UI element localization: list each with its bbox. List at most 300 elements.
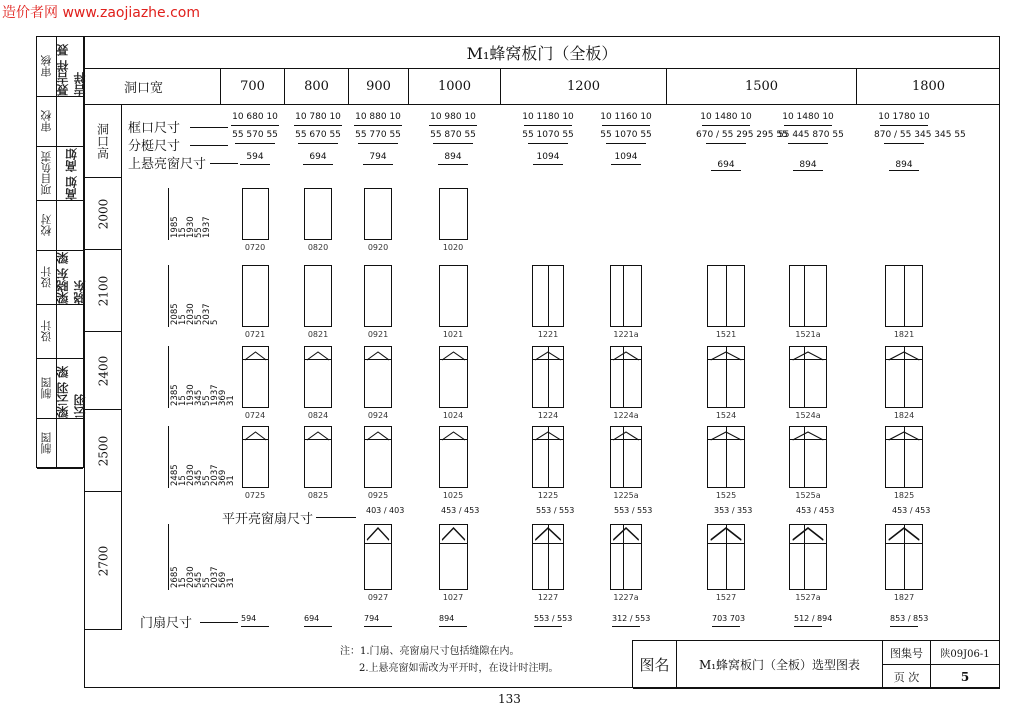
- page-number: 133: [498, 692, 521, 706]
- door-elevation: [439, 524, 468, 590]
- height-header-cell: [84, 104, 122, 178]
- door-elevation: [242, 265, 269, 327]
- signature-sidebar: [36, 36, 87, 468]
- title-block-name-label: 图名: [633, 641, 677, 689]
- sidebar-signature: [59, 201, 83, 250]
- door-code: 1527a: [795, 593, 821, 602]
- door-elevation: [364, 346, 392, 408]
- sidebar-cell: [37, 201, 83, 251]
- title-block-name: M₁蜂窝板门（全板）选型图表: [677, 641, 883, 689]
- transom-window: [790, 525, 826, 544]
- height-dim-text: 2085: [170, 303, 180, 325]
- mullion-dim-text: 55 770 55: [355, 130, 401, 140]
- sidebar-role-label: 项目负责: [40, 151, 53, 196]
- transom-dim-line: [363, 164, 393, 165]
- leaf-dim-text: 894: [439, 614, 455, 623]
- leaf-dim-text: 794: [364, 614, 380, 623]
- frame-dim-text: 10 980 10: [430, 112, 476, 122]
- door-code: 1524: [715, 411, 737, 420]
- leaf-dim-line: [439, 626, 467, 627]
- door-elevation: [242, 188, 269, 240]
- frame-dim-text: 10 780 10: [295, 112, 341, 122]
- height-label: 2400: [95, 355, 110, 386]
- casement-dim-text: 553 / 553: [614, 506, 653, 515]
- transom-window: [243, 347, 268, 360]
- door-code: 0725: [244, 491, 266, 500]
- height-dim-text: 345: [194, 469, 204, 486]
- height-label: 2500: [95, 435, 110, 466]
- door-leaf-split: [804, 266, 805, 326]
- height-dim-text: 31: [226, 475, 236, 486]
- door-code: 1524a: [795, 411, 821, 420]
- height-dim-text: 2037: [210, 566, 220, 588]
- door-elevation: [885, 265, 923, 327]
- door-elevation: [242, 346, 269, 408]
- transom-sash-label: 上悬亮窗尺寸: [128, 157, 207, 172]
- door-code: 1827: [893, 593, 915, 602]
- sidebar-signature: [59, 97, 83, 146]
- door-code: 1825: [893, 491, 915, 500]
- leaf-dim-line: [534, 626, 562, 627]
- sidebar-role-label: 制图: [40, 432, 53, 455]
- frame-dim-line: [880, 125, 928, 126]
- door-code: 0927: [367, 593, 389, 602]
- door-elevation: [885, 346, 923, 408]
- door-leaf-split: [548, 266, 549, 326]
- transom-dim-line: [438, 164, 468, 165]
- mullion-dim-text: 55 670 55: [295, 130, 341, 140]
- casement-dim-text: 553 / 553: [536, 506, 575, 515]
- frame-dim-line: [524, 125, 572, 126]
- door-leaf-split: [804, 525, 805, 589]
- height-dim-text: 2485: [170, 464, 180, 486]
- door-elevation: [304, 188, 332, 240]
- height-dim-text: 369: [218, 389, 228, 406]
- height-dim-text: 15: [178, 227, 188, 238]
- frame-dim-text: 10 1780 10: [878, 112, 930, 122]
- height-dim-text: 1930: [186, 216, 196, 238]
- door-code: 0924: [367, 411, 389, 420]
- height-dim-text: 1937: [210, 384, 220, 406]
- mullion-dim-text: 55 570 55: [232, 130, 278, 140]
- height-row-2400: [84, 332, 122, 410]
- door-leaf-split: [904, 427, 905, 487]
- door-leaf-split: [804, 427, 805, 487]
- door-elevation: [242, 426, 269, 488]
- door-code: 1024: [442, 411, 464, 420]
- leaf-dim-text: 512 / 894: [794, 614, 833, 623]
- leaf-dim-line: [794, 626, 822, 627]
- door-code: 0825: [307, 491, 329, 500]
- leaf-dim-text: 694: [304, 614, 320, 623]
- frame-size-label: 框口尺寸: [128, 121, 181, 136]
- door-leaf-split: [904, 266, 905, 326]
- leaf-dim-line: [712, 626, 740, 627]
- sidebar-role-label: 设计: [40, 320, 53, 343]
- door-leaf-split: [548, 347, 549, 407]
- width-header-1500: 1500: [666, 68, 856, 104]
- mullion-size-label: 分梃尺寸: [128, 139, 181, 154]
- transom-dim-line: [793, 170, 823, 171]
- leaf-dim-text: 553 / 553: [534, 614, 573, 623]
- door-elevation: [707, 524, 745, 590]
- door-elevation: [304, 426, 332, 488]
- door-elevation: [439, 265, 468, 327]
- height-column: [84, 104, 122, 630]
- transom-window: [305, 427, 331, 440]
- transom-dim-text: 894: [444, 152, 462, 162]
- leaf-dim-text: 703 703: [712, 614, 746, 623]
- door-code: 1521a: [795, 330, 821, 339]
- door-code: 1020: [442, 243, 464, 252]
- transom-window: [611, 347, 641, 360]
- frame-dim-text: 10 880 10: [355, 112, 401, 122]
- mullion-dim-line: [788, 143, 828, 144]
- transom-dim-text: 794: [369, 152, 387, 162]
- transom-dim-text: 1094: [614, 152, 638, 162]
- door-code: 1227: [537, 593, 559, 602]
- transom-dim-line: [533, 164, 563, 165]
- height-dim-text: 15: [178, 395, 188, 406]
- door-elevation: [304, 265, 332, 327]
- sidebar-cell: [37, 147, 83, 201]
- door-elevation: [789, 426, 827, 488]
- leaf-dim-text: 594: [241, 614, 257, 623]
- door-leaf-split: [726, 347, 727, 407]
- sidebar-signature: 聂吉祥 聂吉祥: [56, 43, 87, 96]
- door-elevation: [439, 188, 468, 240]
- transom-dim-text: 594: [246, 152, 264, 162]
- door-code: 0820: [307, 243, 329, 252]
- height-dim-text: 2685: [170, 566, 180, 588]
- mullion-dim-line: [433, 143, 473, 144]
- height-row-2500: [84, 410, 122, 492]
- door-elevation: [439, 426, 468, 488]
- door-code: 1025: [442, 491, 464, 500]
- door-code: 1027: [442, 593, 464, 602]
- door-leaf-split: [904, 525, 905, 589]
- height-row-2100: [84, 250, 122, 332]
- frame-size-leader: [190, 127, 228, 128]
- height-dim-text: 15: [178, 577, 188, 588]
- height-label: 2100: [95, 275, 110, 306]
- mullion-dim-text: 55 870 55: [430, 130, 476, 140]
- sidebar-cell: [37, 251, 87, 305]
- height-row-2000: [84, 178, 122, 250]
- height-label: 2000: [95, 198, 110, 229]
- door-code: 1221: [537, 330, 559, 339]
- mullion-dim-line: [884, 143, 924, 144]
- door-leaf-split: [804, 347, 805, 407]
- transom-dim-text: 894: [799, 160, 817, 170]
- note-1: 注：1.门扇、亮窗扇尺寸包括缝隙在内。: [340, 646, 520, 657]
- door-elevation: [707, 265, 745, 327]
- height-dim-text: 2037: [202, 303, 212, 325]
- casement-dim-text: 453 / 453: [796, 506, 835, 515]
- height-dim-text: 1985: [170, 216, 180, 238]
- height-dim-text: 55: [194, 227, 204, 238]
- height-dim-text: 5: [210, 319, 220, 325]
- transom-window: [365, 525, 391, 544]
- mullion-dim-text: 870 / 55 345 345 55: [874, 130, 966, 140]
- height-dim-text: 2030: [186, 566, 196, 588]
- height-dim-text: 545: [194, 571, 204, 588]
- sidebar-role-label: 审校: [40, 110, 53, 133]
- page-value: 5: [931, 665, 1000, 689]
- sidebar-cell: [37, 419, 83, 469]
- mullion-dim-line: [235, 143, 275, 144]
- frame-dim-line: [602, 125, 650, 126]
- door-leaf-split: [623, 266, 624, 326]
- door-code: 1224: [537, 411, 559, 420]
- leaf-dim-line: [241, 626, 269, 627]
- door-elevation: [304, 346, 332, 408]
- door-code: 1521: [715, 330, 737, 339]
- height-dim-text: 2030: [186, 303, 196, 325]
- door-leaf-split: [548, 525, 549, 589]
- door-elevation: [439, 346, 468, 408]
- mullion-dim-text: 670 / 55 295 295 55: [696, 130, 788, 140]
- frame-dim-text: 10 1480 10: [782, 112, 834, 122]
- transom-dim-line: [611, 164, 641, 165]
- watermark-text: 造价者网 www.zaojiazhe.com: [2, 5, 201, 21]
- transom-window: [243, 427, 268, 440]
- transom-dim-line: [240, 164, 270, 165]
- height-dim-text: 55: [202, 577, 212, 588]
- mullion-dim-line: [606, 143, 646, 144]
- transom-dim-line: [711, 170, 741, 171]
- sidebar-cell: [37, 359, 87, 419]
- door-elevation: [364, 188, 392, 240]
- door-elevation: [610, 346, 642, 408]
- door-leaf-split: [623, 347, 624, 407]
- casement-dim-text: 453 / 453: [892, 506, 931, 515]
- sidebar-role-label: 制图: [40, 377, 53, 400]
- frame-dim-line: [429, 125, 477, 126]
- door-leaf-split: [726, 525, 727, 589]
- transom-dim-text: 894: [895, 160, 913, 170]
- transom-window: [440, 525, 467, 544]
- transom-dim-text: 694: [717, 160, 735, 170]
- mullion-dim-line: [298, 143, 338, 144]
- door-code: 0925: [367, 491, 389, 500]
- height-dim-text: 2385: [170, 384, 180, 406]
- sidebar-role-label: 审核: [40, 55, 53, 78]
- door-elevation: [789, 346, 827, 408]
- door-leaf-split: [623, 427, 624, 487]
- door-code: 1527: [715, 593, 737, 602]
- width-header-1800: 1800: [856, 68, 1000, 104]
- mullion-dim-line: [358, 143, 398, 144]
- transom-dim-line: [303, 164, 333, 165]
- atlas-number-label: 图集号: [883, 641, 931, 665]
- sidebar-signature: [59, 419, 83, 468]
- door-code: 0920: [367, 243, 389, 252]
- leaf-dim-text: 853 / 853: [890, 614, 929, 623]
- door-code: 0721: [244, 330, 266, 339]
- height-label: 2700: [95, 545, 110, 576]
- leaf-size-leader: [200, 622, 238, 623]
- transom-sash-leader: [210, 163, 238, 164]
- transom-window: [440, 347, 467, 360]
- width-header-900: 900: [348, 68, 408, 104]
- transom-window: [440, 427, 467, 440]
- atlas-number: 陕09J06-1: [931, 641, 1000, 665]
- mullion-dim-text: 55 1070 55: [522, 130, 574, 140]
- door-leaf-split: [623, 525, 624, 589]
- height-header-label: 洞口高: [95, 122, 110, 159]
- door-elevation: [364, 524, 392, 590]
- height-dim-text: 31: [226, 395, 236, 406]
- height-dim-text: 345: [194, 389, 204, 406]
- width-header-row: [84, 68, 1000, 105]
- width-header-800: 800: [284, 68, 348, 104]
- sidebar-cell: [37, 97, 83, 147]
- door-elevation: [789, 265, 827, 327]
- height-dim-text: 55: [202, 475, 212, 486]
- height-dim-text: 15: [178, 475, 188, 486]
- transom-window: [790, 427, 826, 440]
- height-dim-text: 2030: [186, 464, 196, 486]
- height-dim-text: 569: [218, 571, 228, 588]
- door-leaf-split: [726, 427, 727, 487]
- mullion-dim-line: [706, 143, 746, 144]
- door-leaf-split: [904, 347, 905, 407]
- transom-dim-text: 1094: [536, 152, 560, 162]
- door-code: 0821: [307, 330, 329, 339]
- transom-window: [790, 347, 826, 360]
- frame-dim-text: 10 680 10: [232, 112, 278, 122]
- leaf-dim-line: [612, 626, 640, 627]
- sidebar-role-label: 校对: [40, 214, 53, 237]
- door-elevation: [532, 426, 564, 488]
- height-dim-line: [168, 524, 169, 590]
- door-code: 1227a: [613, 593, 639, 602]
- page-label: 页 次: [883, 665, 931, 689]
- door-code: 0921: [367, 330, 389, 339]
- frame-dim-line: [784, 125, 832, 126]
- drawing-title: M₁蜂窝板门（全板）: [84, 36, 1000, 69]
- door-elevation: [610, 426, 642, 488]
- frame-dim-line: [702, 125, 750, 126]
- sidebar-cell: [37, 37, 87, 97]
- width-header-700: 700: [220, 68, 284, 104]
- door-code: 1221a: [613, 330, 639, 339]
- door-elevation: [364, 265, 392, 327]
- transom-dim-text: 694: [309, 152, 327, 162]
- casement-dim-text: 353 / 353: [714, 506, 753, 515]
- door-code: 1225a: [613, 491, 639, 500]
- transom-window: [305, 347, 331, 360]
- transom-dim-line: [889, 170, 919, 171]
- frame-dim-line: [294, 125, 342, 126]
- leaf-size-label: 门扇尺寸: [140, 616, 193, 631]
- frame-dim-text: 10 1480 10: [700, 112, 752, 122]
- leaf-dim-line: [890, 626, 918, 627]
- transom-window: [611, 427, 641, 440]
- mullion-dim-line: [528, 143, 568, 144]
- width-header-1000: 1000: [408, 68, 500, 104]
- height-dim-line: [168, 426, 169, 488]
- height-dim-text: 1937: [202, 216, 212, 238]
- height-dim-text: 55: [202, 395, 212, 406]
- door-elevation: [885, 426, 923, 488]
- door-elevation: [532, 524, 564, 590]
- door-code: 0720: [244, 243, 266, 252]
- height-row-2700: [84, 492, 122, 630]
- height-dim-text: 55: [194, 314, 204, 325]
- casement-dim-text: 403 / 403: [366, 506, 405, 515]
- casement-transom-label: 平开亮窗扇尺寸: [222, 512, 314, 527]
- height-dim-text: 2037: [210, 464, 220, 486]
- door-code: 0724: [244, 411, 266, 420]
- title-block: [632, 640, 1000, 688]
- sidebar-divider: [56, 37, 57, 467]
- door-elevation: [707, 346, 745, 408]
- notes: [340, 643, 559, 677]
- door-elevation: [364, 426, 392, 488]
- width-header-1200: 1200: [500, 68, 666, 104]
- door-code: 1225: [537, 491, 559, 500]
- door-elevation: [610, 265, 642, 327]
- door-elevation: [532, 265, 564, 327]
- mullion-dim-text: 55 445 870 55: [778, 130, 844, 140]
- door-code: 1224a: [613, 411, 639, 420]
- sidebar-signature: 梁云羽 梁云羽: [56, 365, 87, 418]
- sidebar-cell: [37, 305, 83, 359]
- door-elevation: [885, 524, 923, 590]
- width-header-label: 洞口宽: [124, 80, 164, 96]
- leaf-dim-line: [304, 626, 332, 627]
- height-dim-text: 15: [178, 314, 188, 325]
- sidebar-role-label: 设计: [40, 266, 53, 289]
- door-code: 1021: [442, 330, 464, 339]
- door-code: 1525: [715, 491, 737, 500]
- mullion-size-leader: [190, 145, 228, 146]
- door-code: 1824: [893, 411, 915, 420]
- frame-dim-line: [231, 125, 279, 126]
- transom-window: [365, 347, 391, 360]
- door-code: 0824: [307, 411, 329, 420]
- leaf-dim-line: [364, 626, 392, 627]
- frame-dim-text: 10 1180 10: [522, 112, 574, 122]
- door-leaf-split: [548, 427, 549, 487]
- transom-window: [365, 427, 391, 440]
- transom-window: [611, 525, 641, 544]
- height-dim-line: [168, 265, 169, 327]
- leaf-dim-text: 312 / 553: [612, 614, 651, 623]
- height-dim-text: 31: [226, 577, 236, 588]
- door-code: 1525a: [795, 491, 821, 500]
- frame-dim-text: 10 1160 10: [600, 112, 652, 122]
- height-dim-line: [168, 188, 169, 240]
- door-elevation: [789, 524, 827, 590]
- height-dim-text: 1930: [186, 384, 196, 406]
- note-2: 2.上悬亮窗如需改为平开时，在设计时注明。: [359, 663, 559, 674]
- casement-transom-leader: [316, 517, 356, 518]
- door-code: 1821: [893, 330, 915, 339]
- frame-dim-line: [354, 125, 402, 126]
- door-leaf-split: [726, 266, 727, 326]
- height-dim-line: [168, 346, 169, 408]
- door-elevation: [707, 426, 745, 488]
- door-elevation: [610, 524, 642, 590]
- casement-dim-text: 453 / 453: [441, 506, 480, 515]
- sidebar-signature: 高如 高如: [64, 147, 79, 200]
- door-elevation: [532, 346, 564, 408]
- mullion-dim-text: 55 1070 55: [600, 130, 652, 140]
- sidebar-signature: [59, 305, 83, 358]
